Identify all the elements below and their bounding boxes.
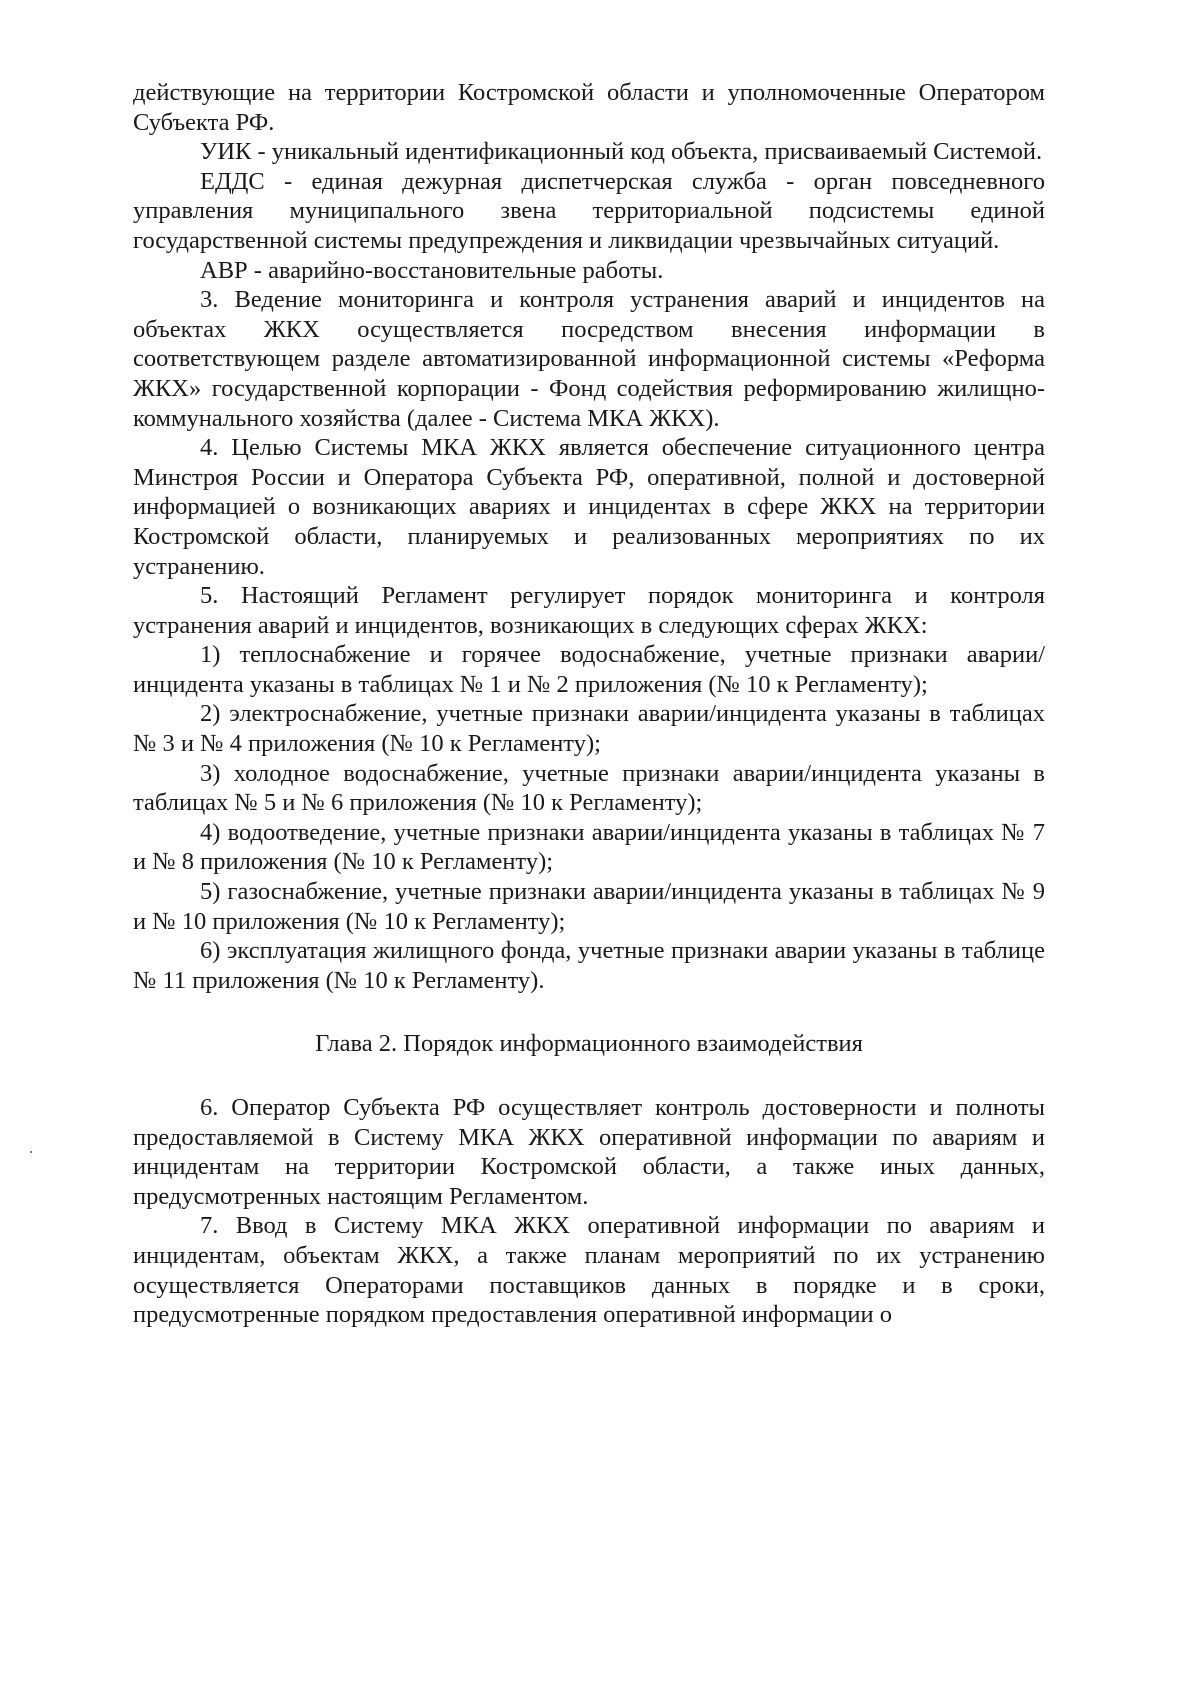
list-item-4: 4) водоотведение, учетные признаки аварии/инцидента указаны в таблицах № 7 и № 8 приложения (№ 10 к Регламенту); xyxy=(133,818,1045,876)
list-item-6: 6) эксплуатация жилищного фонда, учетные признаки аварии указаны в таблице № 11 приложения (№ 10 к Регламенту). xyxy=(133,937,1045,994)
document-page xyxy=(133,78,1045,1330)
section-after-chapter xyxy=(133,1093,1045,1330)
paragraph-item-4: 4. Целью Системы МКА ЖКХ является обеспечение ситуационного центра Минстроя России и Оператора Субъекта РФ, оперативной, полной и достоверной информацией о возникающих авариях и инцидентах в сфере ЖКХ на территории Костромской области, планируемых и реализованных мероприятиях по их устранению. xyxy=(133,434,1045,580)
paragraph-item-7: 7. Ввод в Систему МКА ЖКХ оперативной информации по авариям и инцидентам, объектам ЖКХ, а также планам мероприятий по их устранению осуществляется Операторами поставщиков данных в порядке и в сроки, предусмотренные порядком предоставления оперативной информации о xyxy=(133,1212,1045,1329)
paragraph-continuation: действующие на территории Костромской области и уполномоченные Оператором Субъекта РФ. xyxy=(133,79,1045,136)
list-item-2: 2) электроснабжение, учетные признаки аварии/инцидента указаны в таблицах № 3 и № 4 приложения (№ 10 к Регламенту); xyxy=(133,700,1045,758)
paragraph-item-5: 5. Настоящий Регламент регулирует порядок мониторинга и контроля устранения аварий и инцидентов, возникающих в следующих сферах ЖКХ: xyxy=(133,582,1045,639)
chapter-heading: Глава 2. Порядок информационного взаимодействия xyxy=(315,1030,863,1058)
paragraph-avr-definition: АВР - аварийно-восстановительные работы. xyxy=(200,256,664,284)
list-item-3: 3) холодное водоснабжение, учетные признаки аварии/инцидента указаны в таблицах № 5 и № 6 приложения (№ 10 к Регламенту); xyxy=(133,759,1045,817)
section-before-chapter xyxy=(133,78,1045,995)
paragraph-uik-definition: УИК - уникальный идентификационный код объекта, присваиваемый Системой. xyxy=(200,138,1043,166)
paragraph-edds-definition: ЕДДС - единая дежурная диспетчерская служба - орган повседневного управления муниципального звена территориальной подсистемы единой государственной системы предупреждения и ликвидации чрезвычайных ситуаций. xyxy=(133,167,1045,254)
paragraph-item-3: 3. Ведение мониторинга и контроля устранения аварий и инцидентов на объектах ЖКХ осуществляется посредством внесения информации в соответствующем разделе автоматизированной информационной системы «Реформа ЖКХ» государственной корпорации - Фонд содействия реформированию жилищно-коммунального хозяйства (далее - Система МКА ЖКХ). xyxy=(133,286,1045,432)
scan-speck xyxy=(30,1151,32,1153)
paragraph-item-6: 6. Оператор Субъекта РФ осуществляет контроль достоверности и полноты предоставляемой в Систему МКА ЖКХ оперативной информации по авариям и инцидентам на территории Костромской области, а также иных данных, предусмотренных настоящим Регламентом. xyxy=(133,1094,1045,1210)
list-item-1: 1) теплоснабжение и горячее водоснабжение, учетные признаки аварии/инцидента указаны в таблицах № 1 и № 2 приложения (№ 10 к Регламенту); xyxy=(133,641,1045,698)
list-item-5: 5) газоснабжение, учетные признаки аварии/инцидента указаны в таблицах № 9 и № 10 приложения (№ 10 к Регламенту); xyxy=(133,878,1045,935)
